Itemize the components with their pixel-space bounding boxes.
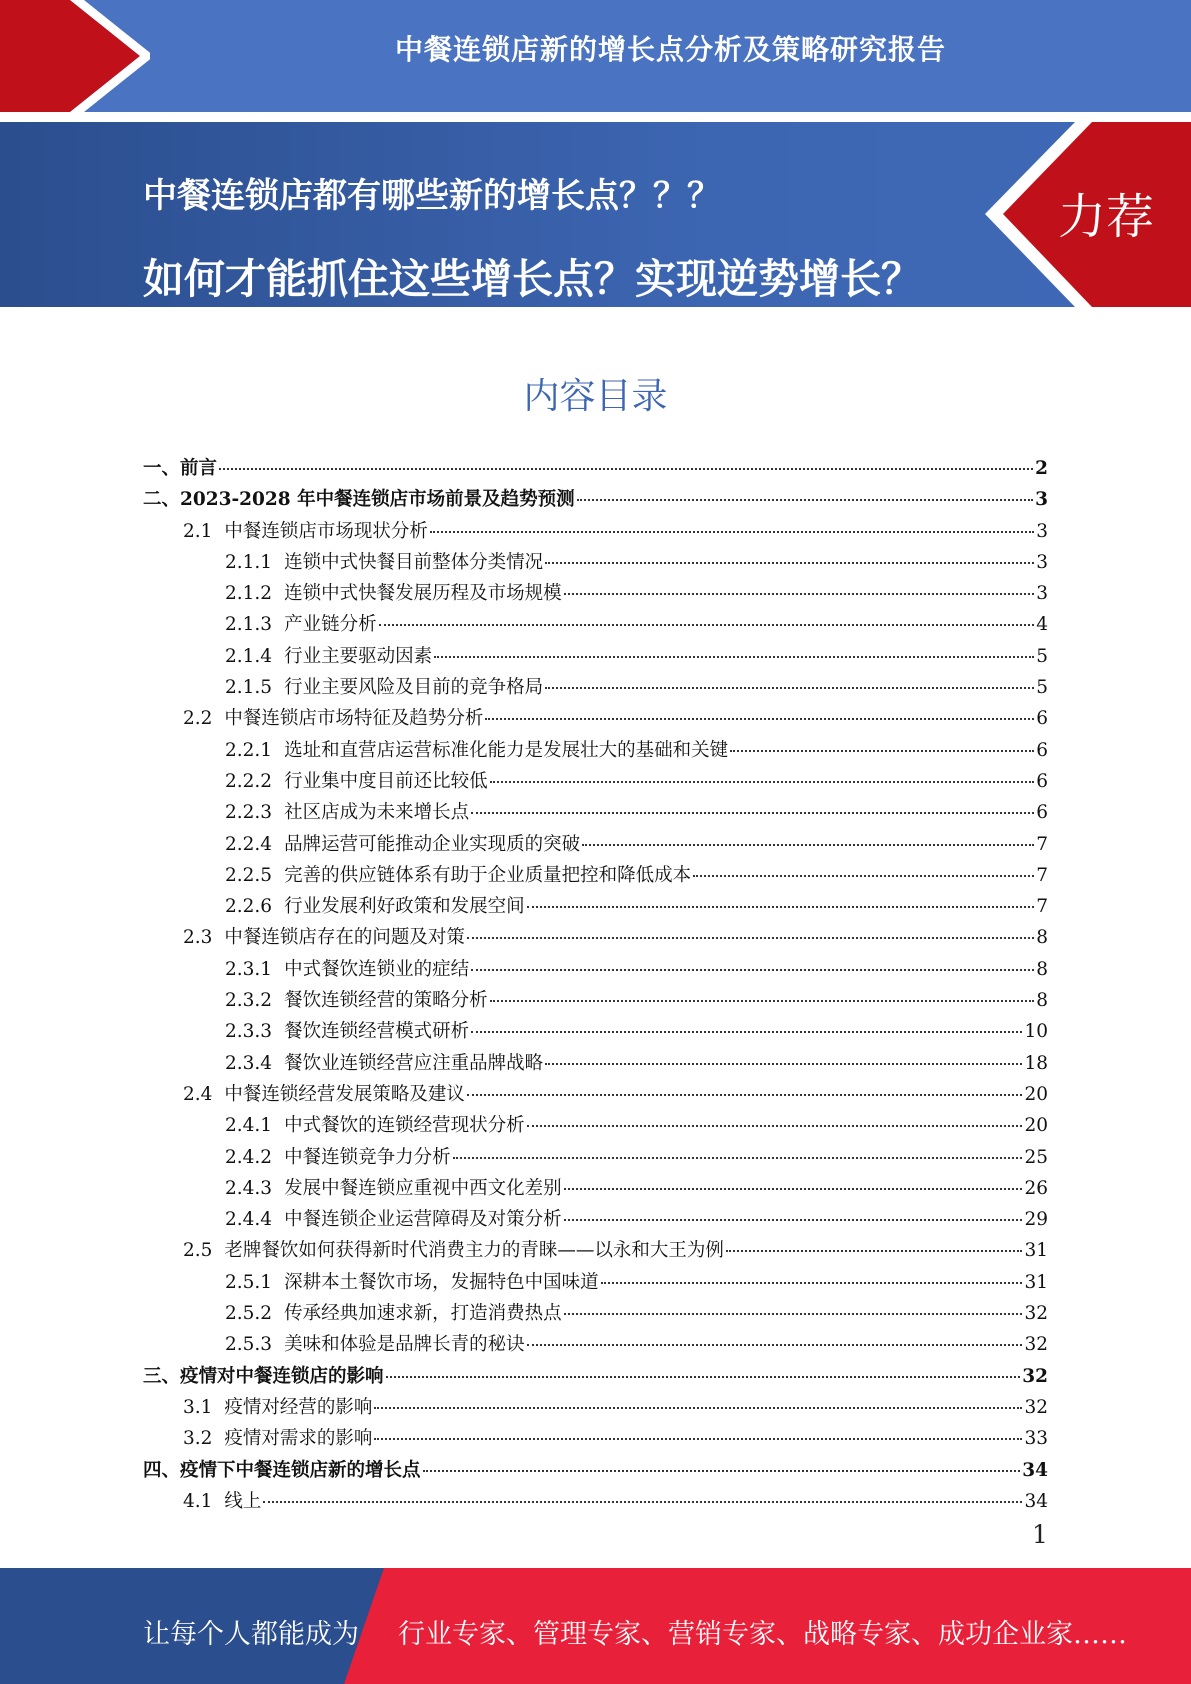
toc-dot-leader bbox=[527, 906, 1035, 908]
toc-entry-page: 3 bbox=[1036, 551, 1048, 573]
toc-dot-leader bbox=[467, 1094, 1023, 1096]
toc-entry[interactable] bbox=[143, 955, 1048, 986]
toc-dot-leader bbox=[453, 1157, 1023, 1159]
toc-dot-leader bbox=[564, 1219, 1023, 1221]
toc-entry-page: 6 bbox=[1036, 708, 1048, 730]
toc-entry-page: 7 bbox=[1036, 833, 1048, 855]
toc-entry-number: 二、2023-2028 年中餐连锁店市场前景及趋势预测 bbox=[143, 489, 575, 511]
toc-entry[interactable] bbox=[143, 1330, 1048, 1361]
toc-dot-leader bbox=[379, 624, 1035, 626]
toc-entry[interactable] bbox=[143, 610, 1048, 641]
toc-dot-leader bbox=[490, 781, 1035, 783]
toc-entry-number: 4.1 bbox=[183, 1490, 213, 1512]
toc-entry-page: 6 bbox=[1036, 739, 1048, 761]
toc-dot-leader bbox=[564, 593, 1035, 595]
toc-dot-leader bbox=[374, 1407, 1022, 1409]
question-2: 如何才能抓住这些增长点？实现逆势增长？ bbox=[143, 255, 922, 303]
toc-entry-label: 完善的供应链体系有助于企业质量把控和降低成本 bbox=[284, 864, 692, 886]
toc-dot-leader bbox=[485, 718, 1034, 720]
toc-entry-page: 33 bbox=[1024, 1428, 1048, 1450]
toc-entry-number: 2.4 bbox=[183, 1083, 213, 1105]
toc-entry-page: 34 bbox=[1022, 1459, 1048, 1481]
toc-entry-number: 2.3.4 bbox=[225, 1052, 273, 1074]
toc-entry[interactable] bbox=[143, 986, 1048, 1017]
toc-entry-number: 2.1.5 bbox=[225, 677, 273, 699]
toc-entry[interactable] bbox=[143, 704, 1048, 735]
toc-dot-leader bbox=[601, 1282, 1023, 1284]
toc-entry-page: 6 bbox=[1036, 802, 1048, 824]
toc-entry-page: 10 bbox=[1024, 1021, 1048, 1043]
toc-entry-page: 5 bbox=[1036, 645, 1048, 667]
toc-dot-leader bbox=[564, 1188, 1023, 1190]
toc-entry-number: 一、前言 bbox=[143, 458, 218, 479]
toc-entry[interactable] bbox=[143, 767, 1048, 798]
toc-entry-number: 2.4.3 bbox=[225, 1177, 273, 1199]
toc-entry-label: 中餐连锁店市场特征及趋势分析 bbox=[224, 708, 484, 730]
toc-dot-leader bbox=[527, 1125, 1023, 1127]
toc-entry[interactable] bbox=[143, 1080, 1048, 1111]
toc-entry-page: 32 bbox=[1022, 1365, 1048, 1387]
toc-entry-number: 2.5.1 bbox=[225, 1271, 273, 1293]
toc-entry-number: 三、疫情对中餐连锁店的影响 bbox=[143, 1365, 384, 1387]
toc-entry[interactable] bbox=[143, 642, 1048, 673]
toc-entry-page: 7 bbox=[1036, 896, 1048, 918]
toc-entry[interactable] bbox=[143, 830, 1048, 861]
toc-entry-page: 32 bbox=[1024, 1303, 1048, 1325]
toc-entry-number: 2.3.3 bbox=[225, 1021, 273, 1043]
toc-entry-label: 社区店成为未来增长点 bbox=[284, 802, 470, 824]
toc-entry-page: 6 bbox=[1036, 770, 1048, 792]
toc-entry-number: 2.5 bbox=[183, 1240, 213, 1262]
toc-entry-number: 2.2.3 bbox=[225, 802, 273, 824]
toc-entry[interactable] bbox=[143, 673, 1048, 704]
toc-entry-label: 餐饮连锁经营模式研析 bbox=[284, 1021, 470, 1043]
toc-entry[interactable] bbox=[143, 579, 1048, 610]
toc-entry-number: 2.2.6 bbox=[225, 896, 273, 918]
toc-entry-number: 3.2 bbox=[183, 1428, 213, 1450]
toc-entry-number: 2.2 bbox=[183, 708, 213, 730]
recommend-badge: 力荐 bbox=[1058, 189, 1155, 245]
toc-dot-leader bbox=[467, 937, 1034, 939]
toc-entry-number: 2.1.4 bbox=[225, 645, 273, 667]
footer-slogan-right: 行业专家、管理专家、营销专家、战略专家、成功企业家…… bbox=[398, 1619, 1127, 1650]
toc-entry-page: 5 bbox=[1036, 677, 1048, 699]
toc-dot-leader bbox=[434, 656, 1034, 658]
toc-entry-page: 20 bbox=[1024, 1083, 1048, 1105]
toc-entry-page: 34 bbox=[1024, 1490, 1048, 1512]
top-red-arrow-decoration bbox=[0, 0, 150, 112]
toc-dot-leader bbox=[693, 875, 1034, 877]
toc-entry[interactable] bbox=[143, 892, 1048, 923]
toc-entry-label: 中式餐饮连锁业的症结 bbox=[284, 958, 470, 980]
toc-entry[interactable] bbox=[143, 1143, 1048, 1174]
toc-entry-label: 行业主要驱动因素 bbox=[284, 645, 433, 667]
toc-entry-page: 31 bbox=[1024, 1240, 1048, 1262]
toc-entry-page: 8 bbox=[1036, 958, 1048, 980]
toc-entry-page: 32 bbox=[1024, 1396, 1048, 1418]
toc-entry-number: 四、疫情下中餐连锁店新的增长点 bbox=[143, 1459, 421, 1481]
toc-entry[interactable] bbox=[143, 1111, 1048, 1142]
toc-entry-number: 2.5.3 bbox=[225, 1334, 273, 1356]
toc-dot-leader bbox=[430, 531, 1034, 533]
toc-entry-page: 32 bbox=[1024, 1334, 1048, 1356]
toc-entry-page: 31 bbox=[1024, 1271, 1048, 1293]
toc-entry[interactable] bbox=[143, 1017, 1048, 1048]
toc-entry-page: 20 bbox=[1024, 1115, 1048, 1137]
toc-entry-number: 2.3.1 bbox=[225, 958, 273, 980]
toc-dot-leader bbox=[219, 468, 1033, 470]
toc-dot-leader bbox=[386, 1376, 1021, 1378]
toc-entry[interactable] bbox=[143, 1049, 1048, 1080]
toc-dot-leader bbox=[545, 1063, 1022, 1065]
toc-entry-label: 深耕本土餐饮市场，发掘特色中国味道 bbox=[284, 1271, 599, 1293]
toc-entry-page: 18 bbox=[1024, 1052, 1048, 1074]
toc-entry-label: 产业链分析 bbox=[284, 614, 377, 636]
toc-entry[interactable] bbox=[143, 1487, 1048, 1518]
toc-entry[interactable] bbox=[143, 548, 1048, 579]
toc-entry-number: 2.4.1 bbox=[225, 1115, 273, 1137]
toc-entry-number: 2.2.1 bbox=[225, 739, 273, 761]
toc-entry-page: 3 bbox=[1036, 583, 1048, 605]
toc-title: 内容目录 bbox=[523, 376, 668, 417]
toc-entry[interactable] bbox=[143, 736, 1048, 767]
toc-entry-number: 2.5.2 bbox=[225, 1303, 273, 1325]
toc-dot-leader bbox=[471, 969, 1034, 971]
toc-entry-number: 2.1.3 bbox=[225, 614, 273, 636]
toc-entry[interactable] bbox=[143, 1205, 1048, 1236]
toc-entry[interactable] bbox=[143, 1299, 1048, 1330]
toc-entry[interactable] bbox=[143, 1393, 1048, 1424]
toc-entry-label: 老牌餐饮如何获得新时代消费主力的青睐——以永和大王为例 bbox=[224, 1240, 724, 1262]
toc-entry-page: 3 bbox=[1036, 520, 1048, 542]
toc-entry[interactable] bbox=[143, 1362, 1048, 1393]
toc-entry-label: 行业集中度目前还比较低 bbox=[284, 770, 488, 792]
toc-dot-leader bbox=[471, 812, 1034, 814]
toc-entry-label: 疫情对需求的影响 bbox=[224, 1428, 373, 1450]
toc-entry-number: 2.4.4 bbox=[225, 1209, 273, 1231]
toc-dot-leader bbox=[545, 562, 1034, 564]
toc-entry-number: 2.3.2 bbox=[225, 990, 273, 1012]
toc-entry-label: 线上 bbox=[224, 1490, 262, 1512]
toc-entry-page: 25 bbox=[1024, 1146, 1048, 1168]
toc-dot-leader bbox=[545, 687, 1034, 689]
toc-entry-number: 2.1.2 bbox=[225, 583, 273, 605]
toc-entry-label: 疫情对经营的影响 bbox=[224, 1396, 373, 1418]
toc-entry-label: 美味和体验是品牌长青的秘诀 bbox=[284, 1334, 525, 1356]
toc-dot-leader bbox=[527, 1344, 1023, 1346]
toc-entry-page: 3 bbox=[1035, 489, 1048, 511]
toc-dot-leader bbox=[564, 1313, 1023, 1315]
toc-dot-leader bbox=[490, 1000, 1035, 1002]
toc-dot-leader bbox=[423, 1470, 1021, 1472]
toc-entry-label: 行业发展利好政策和发展空间 bbox=[284, 896, 525, 918]
toc-entry-label: 行业主要风险及目前的竞争格局 bbox=[284, 677, 544, 699]
toc-dot-leader bbox=[263, 1501, 1022, 1503]
toc-entry[interactable] bbox=[143, 1174, 1048, 1205]
toc-entry-page: 29 bbox=[1024, 1209, 1048, 1231]
toc-entry-label: 选址和直营店运营标准化能力是发展壮大的基础和关键 bbox=[284, 739, 729, 761]
toc-dot-leader bbox=[582, 844, 1034, 846]
toc-entry-label: 连锁中式快餐发展历程及市场规模 bbox=[284, 583, 562, 605]
toc-entry[interactable] bbox=[143, 923, 1048, 954]
toc-entry-label: 传承经典加速求新，打造消费热点 bbox=[284, 1303, 562, 1325]
toc-entry-page: 4 bbox=[1036, 614, 1048, 636]
toc-dot-leader bbox=[471, 1031, 1022, 1033]
toc-entry-label: 中式餐饮的连锁经营现状分析 bbox=[284, 1115, 525, 1137]
toc-entry-label: 发展中餐连锁应重视中西文化差别 bbox=[284, 1177, 562, 1199]
toc-entry[interactable] bbox=[143, 861, 1048, 892]
toc-entry-label: 中餐连锁企业运营障碍及对策分析 bbox=[284, 1209, 562, 1231]
question-1: 中餐连锁店都有哪些新的增长点？？？ bbox=[143, 176, 721, 216]
toc-entry[interactable] bbox=[143, 1236, 1048, 1267]
toc-entry-page: 2 bbox=[1035, 458, 1048, 479]
toc-dot-leader bbox=[726, 1250, 1023, 1252]
toc-entry-page: 8 bbox=[1036, 927, 1048, 949]
toc-entry[interactable] bbox=[143, 1456, 1048, 1487]
toc-entry[interactable] bbox=[143, 1268, 1048, 1299]
toc-entry-page: 26 bbox=[1024, 1177, 1048, 1199]
page-number: 1 bbox=[1032, 1520, 1048, 1549]
toc-entry[interactable] bbox=[143, 517, 1048, 548]
toc-entry-label: 餐饮连锁经营的策略分析 bbox=[284, 990, 488, 1012]
toc-entry[interactable] bbox=[143, 454, 1048, 485]
toc-entry-label: 中餐连锁店存在的问题及对策 bbox=[224, 927, 465, 949]
toc-entry-number: 2.2.2 bbox=[225, 770, 273, 792]
toc-entry-number: 3.1 bbox=[183, 1396, 213, 1418]
toc-entry-label: 中餐连锁店市场现状分析 bbox=[224, 520, 428, 542]
toc-entry-number: 2.2.5 bbox=[225, 864, 273, 886]
toc-entry[interactable] bbox=[143, 1424, 1048, 1455]
toc-entry-page: 8 bbox=[1036, 990, 1048, 1012]
toc-entry[interactable] bbox=[143, 798, 1048, 829]
toc-entry-number: 2.4.2 bbox=[225, 1146, 273, 1168]
footer-slogan-left: 让每个人都能成为 bbox=[143, 1619, 359, 1650]
toc-entry-label: 餐饮业连锁经营应注重品牌战略 bbox=[284, 1052, 544, 1074]
toc-entry-label: 品牌运营可能推动企业实现质的突破 bbox=[284, 833, 581, 855]
toc-entry-number: 2.2.4 bbox=[225, 833, 273, 855]
toc-dot-leader bbox=[577, 499, 1034, 501]
toc-entry-page: 7 bbox=[1036, 864, 1048, 886]
toc-dot-leader bbox=[374, 1438, 1022, 1440]
toc-dot-leader bbox=[730, 750, 1034, 752]
toc-entry-label: 中餐连锁经营发展策略及建议 bbox=[224, 1083, 465, 1105]
table-of-contents bbox=[143, 454, 1048, 1518]
toc-entry-label: 连锁中式快餐目前整体分类情况 bbox=[284, 551, 544, 573]
toc-entry-number: 2.1.1 bbox=[225, 551, 273, 573]
toc-entry-number: 2.3 bbox=[183, 927, 213, 949]
report-title: 中餐连锁店新的增长点分析及策略研究报告 bbox=[394, 33, 946, 66]
toc-entry[interactable] bbox=[143, 485, 1048, 516]
toc-entry-label: 中餐连锁竞争力分析 bbox=[284, 1146, 451, 1168]
toc-entry-number: 2.1 bbox=[183, 520, 213, 542]
